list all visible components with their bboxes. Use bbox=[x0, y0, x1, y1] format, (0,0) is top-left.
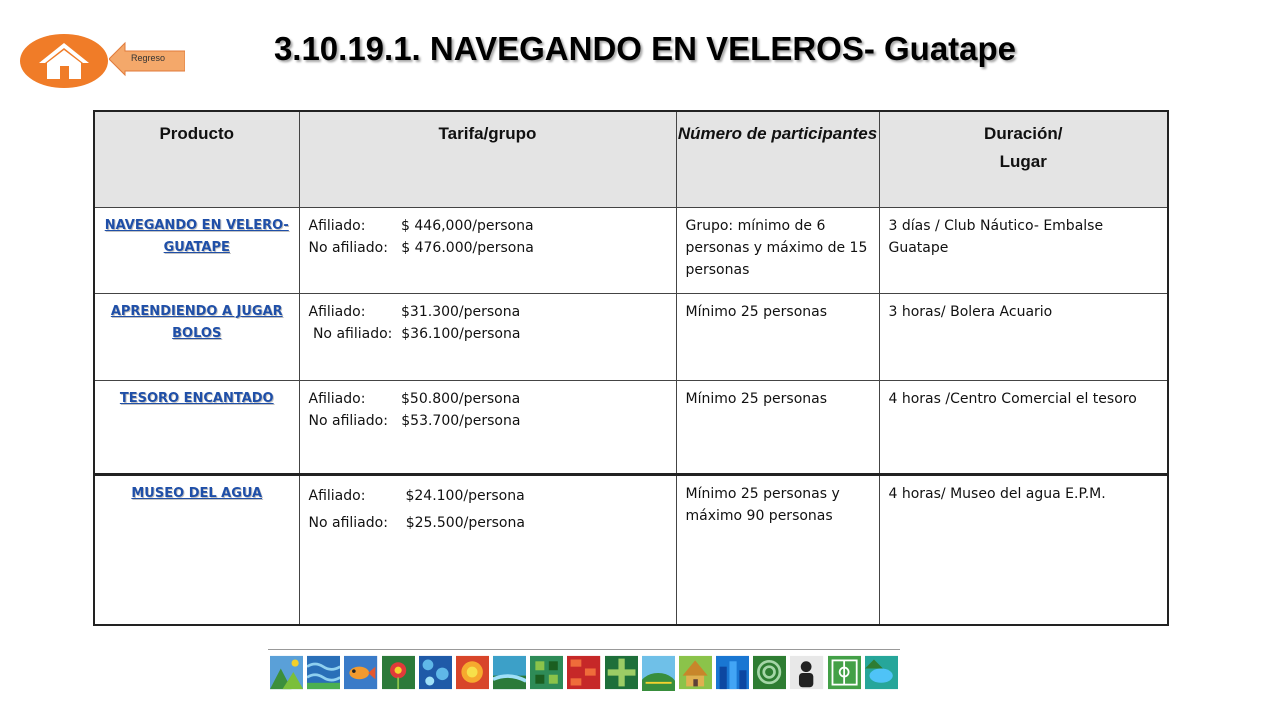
product-cell bbox=[94, 294, 299, 380]
field-art-tile bbox=[828, 654, 861, 691]
city-art-tile bbox=[716, 654, 749, 691]
table-row bbox=[94, 294, 1168, 380]
back-button[interactable] bbox=[109, 41, 185, 77]
product-link-tesoro[interactable]: TESORO ENCANTADO bbox=[119, 390, 274, 406]
hut-art-tile bbox=[679, 654, 712, 691]
product-cell bbox=[94, 380, 299, 474]
flower-art-tile bbox=[382, 654, 415, 691]
participantes-cell: Mínimo 25 personas y máximo 90 personas bbox=[676, 474, 879, 625]
brick-art-tile bbox=[567, 654, 600, 691]
tarifa-cell bbox=[299, 380, 676, 474]
product-link-museo[interactable]: MUSEO DEL AGUA bbox=[131, 485, 263, 501]
table-row bbox=[94, 207, 1168, 293]
tarifa-afiliado: Afiliado: $31.300/persona bbox=[308, 304, 521, 321]
fish-art-tile bbox=[344, 654, 377, 691]
tarifa-cell bbox=[299, 294, 676, 380]
tarifa-no-afiliado: No afiliado: $25.500/persona bbox=[308, 514, 525, 531]
table-row bbox=[94, 474, 1168, 625]
home-button[interactable] bbox=[20, 34, 108, 88]
participantes-cell: Mínimo 25 personas bbox=[676, 380, 879, 474]
river-art-tile bbox=[493, 654, 526, 691]
page-title: 3.10.19.1. NAVEGANDO EN VELEROS- Guatape bbox=[273, 30, 1017, 67]
header-producto: Producto bbox=[94, 111, 299, 207]
header-duracion bbox=[879, 111, 1168, 207]
tarifa-no-afiliado: No afiliado: $ 476.000/persona bbox=[308, 239, 534, 256]
water-art-tile bbox=[307, 654, 340, 691]
product-cell bbox=[94, 474, 299, 625]
spiral-art-tile bbox=[753, 654, 786, 691]
cross-art-tile bbox=[605, 654, 638, 691]
product-link-bolos[interactable]: APRENDIENDO A JUGAR BOLOS bbox=[110, 304, 283, 342]
table-header-row bbox=[94, 111, 1168, 207]
home-icon bbox=[35, 39, 93, 83]
person-art-tile bbox=[790, 654, 823, 691]
products-table bbox=[93, 110, 1169, 626]
tarifa-afiliado: Afiliado: $ 446,000/persona bbox=[308, 217, 534, 234]
table-row bbox=[94, 380, 1168, 474]
back-label: Regreso bbox=[131, 53, 166, 63]
duracion-cell: 3 horas/ Bolera Acuario bbox=[879, 294, 1168, 380]
header-participantes: Número de participantes bbox=[676, 111, 879, 207]
pattern-art-tile bbox=[530, 654, 563, 691]
header-duracion-line2: Lugar bbox=[999, 152, 1047, 171]
product-cell bbox=[94, 207, 299, 293]
duracion-cell: 3 días / Club Náutico- Embalse Guatape bbox=[879, 207, 1168, 293]
participantes-cell: Grupo: mínimo de 6 personas y máximo de 15 personas bbox=[676, 207, 879, 293]
tarifa-cell bbox=[299, 207, 676, 293]
tarifa-afiliado: Afiliado: $24.100/persona bbox=[308, 487, 525, 504]
tarifa-afiliado: Afiliado: $50.800/persona bbox=[308, 390, 521, 407]
product-link-navegando[interactable]: NAVEGANDO EN VELERO- GUATAPE bbox=[104, 217, 289, 255]
participantes-cell: Mínimo 25 personas bbox=[676, 294, 879, 380]
wave-art-tile bbox=[419, 654, 452, 691]
header-duracion-line1: Duración/ bbox=[984, 124, 1063, 143]
tarifa-no-afiliado: No afiliado: $36.100/persona bbox=[308, 326, 521, 343]
footer-art-strip bbox=[268, 649, 900, 694]
duracion-cell: 4 horas/ Museo del agua E.P.M. bbox=[879, 474, 1168, 625]
lake-art-tile bbox=[865, 654, 898, 691]
duracion-cell: 4 horas /Centro Comercial el tesoro bbox=[879, 380, 1168, 474]
hill-art-tile bbox=[642, 654, 675, 691]
tarifa-cell bbox=[299, 474, 676, 625]
landscape-art-tile bbox=[270, 654, 303, 691]
header-tarifa: Tarifa/grupo bbox=[299, 111, 676, 207]
sun-art-tile bbox=[456, 654, 489, 691]
tarifa-no-afiliado: No afiliado: $53.700/persona bbox=[308, 412, 521, 429]
